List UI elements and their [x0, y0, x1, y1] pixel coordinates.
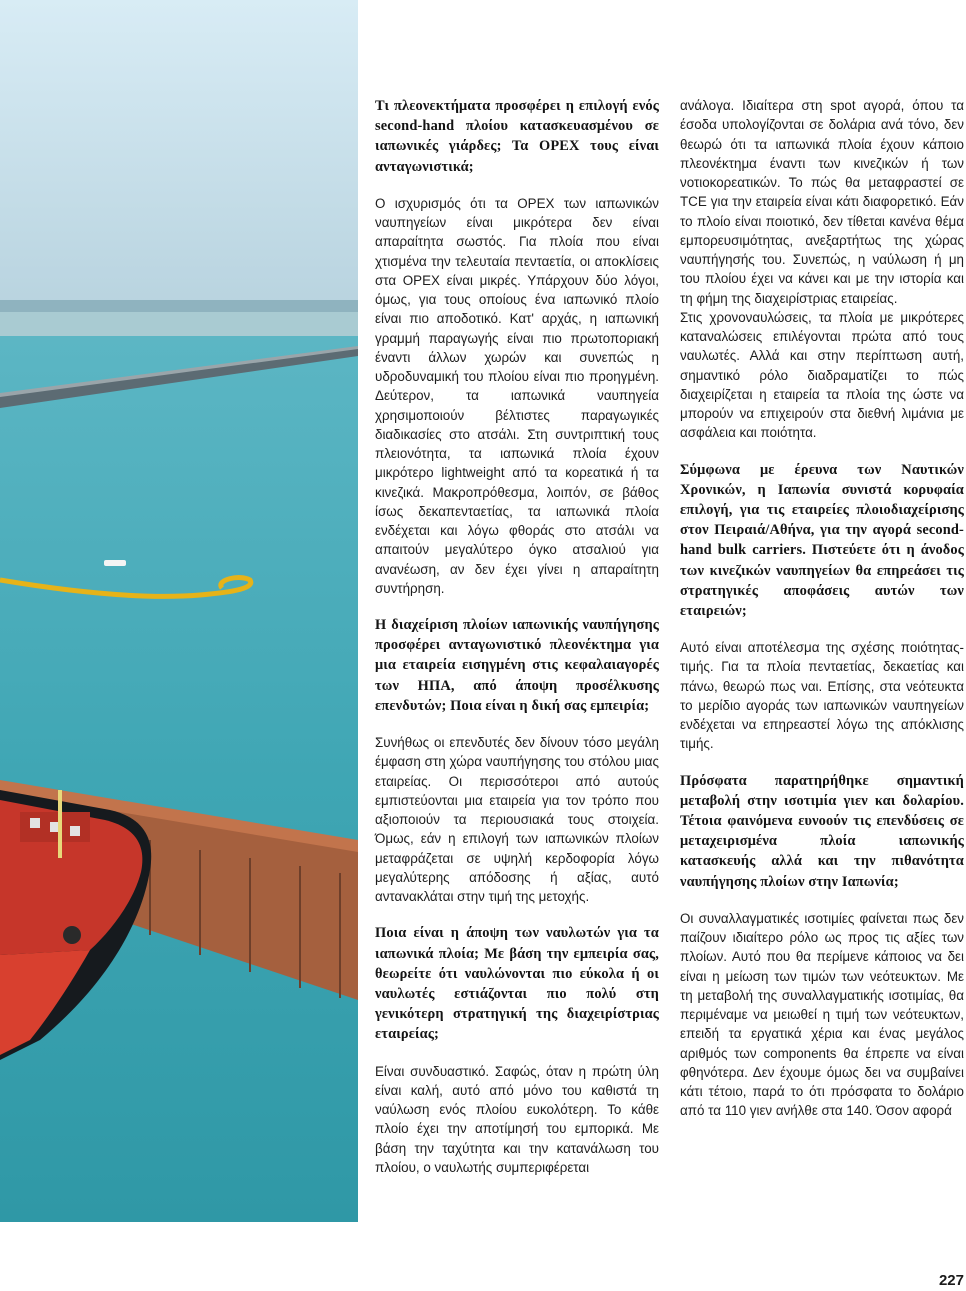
- answer-paragraph: ανάλογα. Ιδιαίτερα στη spot αγορά, όπου τα έσοδα υπολογίζονται σε δολάρια ανά τόνο, δεν θεωρώ ότι τα ιαπωνικά πλοία έχουν κάποιο πλεονέκτημα έναντι των κινεζικών ή των νοτιοκορεατικών. Το πώς θα μεταφραστεί σε TCE για την εταιρεία είναι κάτι διαφορετικό. Εάν το πλοίο είναι ποιοτικό, δεν τίθεται κανένα θέμα εμπορευσιμότητας, ανεξαρτήτως της χώρας ναυπήγησής του. Συνεπώς, η ναύλωση ή μη του πλοίου έχει να κάνει και με την ιστορία και τη φήμη της διαχειρίστριας εταιρείας.: [680, 98, 964, 306]
- answer-paragraph: Είναι συνδυαστικό. Σαφώς, όταν η πρώτη ύλη είναι καλή, αυτό από μόνο του καθιστά τη ναύλωση ενός πλοίου ευκολότερη. Το κάθε πλοίο έχει την αποτίμησή του εμπορικά. Με βάση την ταχύτητα και την κατανάλωση του πλοίου, ο ναυλωτής συμπεριφέρεται: [375, 1063, 659, 1175]
- article-column-right: [680, 96, 964, 1138]
- harbor-aerial-photo: [0, 0, 358, 1222]
- answer-paragraph: Στις χρονοναυλώσεις, τα πλοία με μικρότερες καταναλώσεις επιλέγονται πρώτα από τους ναυλωτές. Αλλά και στην περίπτωση αυτή, σημαντικό ρόλο διαδραματίζει το πώς διαχειρίζεται η εταιρεία τα πλοία της ώστε να μπορούν να επιχειρούν στα διεθνή λιμάνια με ασφάλεια και ποιότητα.: [680, 309, 964, 441]
- article-column-left: [375, 96, 659, 1194]
- answer-paragraph: Ο ισχυρισμός ότι τα OPEX των ιαπωνικών ναυπηγείων είναι μικρότερα δεν είναι απαραίτητα σωστός. Για πλοία που είναι χτισμένα την τελευταία πενταετία, οι αποκλίσεις στα OPEX είναι μικρές. Υπάρχουν δύο λόγοι, όμως, για τους οποίους ένα ιαπωνικό πλοίο είναι πιο αποδοτικό. Κατ' αρχάς, η ιαπωνική γραμμή παραγωγής είναι πιο πρωτοποριακή έναντι άλλων χωρών και συνεπώς η υδροδυναμική του πλοίου είναι πιο προηγμένη. Δεύτερον, τα ιαπωνικά ναυπηγεία χρησιμοποιούν βέλτιστες παραγωγικές διαδικασίες στο ατσάλι. Στη συντριπτική τους πλειονότητα, τα ιαπωνικά πλοία έχουν μικρότερο lightweight από τα κορεατικά ή τα κινεζικά. Μακροπρόθεσμα, λοιπόν, σε βάθος ίσως δεκαπενταετίας, τα ιαπωνικά πλοία ενδέχεται και λόγω φθοράς στο ατσάλι να απαιτούν μεγαλύτερο όγκο ατσαλιού για ανανέωση, αν δεν έχει γίνει η απαραίτητη συντήρηση.: [375, 195, 659, 596]
- interview-question: Ποια είναι η άποψη των ναυλωτών για τα ιαπωνικά πλοία; Με βάση την εμπειρία σας, θεωρείτε ότι ναυλώνονται πιο εύκολα ή οι ναυλωτές εστιάζονται πιο πολύ στη γενικότερη στρατηγική της διαχειρίστριας εταιρείας;: [375, 925, 659, 1043]
- answer-paragraph: Συνήθως οι επενδυτές δεν δίνουν τόσο μεγάλη έμφαση στη χώρα ναυπήγησης του στόλου μιας εταιρείας. Οι περισσότεροι από αυτούς εμπιστεύονται μια εταιρεία για τον τρόπο που αξιοποιούν τα περιουσιακά τους στοιχεία. Όμως, εάν η επιλογή των ιαπωνικών πλοίων μεταφράζεται σε υψηλή κερδοφορία λόγω μεγαλύτερης απόδοσης ή αξίας, αυτό αντανακλάται στην τιμή της μετοχής.: [375, 735, 659, 905]
- interview-answer: [680, 96, 964, 443]
- interview-answer: [375, 194, 659, 598]
- interview-question: Σύμφωνα με έρευνα των Ναυτικών Χρονικών, η Ιαπωνία συνιστά κορυφαία επιλογή, για τις εταιρείες πλοιοδιαχείρισης στον Πειραιά/Αθήνα, για την αγορά second-hand bulk carriers. Πιστεύετε ότι η άνοδος των κινεζικών ναυπηγείων θα επηρεάσει τις στρατηγικές αποφάσεις αυτών των εταιρειών;: [680, 461, 964, 619]
- page-number: 227: [938, 1272, 964, 1289]
- interview-answer: [375, 1062, 659, 1178]
- interview-question: Πρόσφατα παρατηρήθηκε σημαντική μεταβολή στην ισοτιμία γιεν και δολαρίου. Τέτοια φαινόμενα ευνοούν τις επενδύσεις σε μεταχειρισμένα πλοία ιαπωνικής κατασκευής αλλά και την πιθανότητα ναυπήγησης πλοίων στην Ιαπωνία;: [680, 772, 964, 890]
- interview-answer: [680, 909, 964, 1121]
- answer-paragraph: Οι συναλλαγματικές ισοτιμίες φαίνεται πως δεν παίζουν ιδιαίτερο ρόλο ως προς τις αξίες των πλοίων. Αυτό που θα περίμενε κάποιος να δει είναι η μείωση των τιμών των νεότευκτων. Με τη μεταβολή της συναλλαγματικής ισοτιμίας, θα περιμέναμε να μειωθεί η τιμή των νεότευκτων, επειδή τα εργατικά χέρια και ένας μεγάλος αριθμός των components θα έπρεπε να είναι φθηνότερα. Δεν έχουμε όμως δει να συμβαίνει κάτι τέτοιο, παρά το ότι πρόσφατα το δολάριο από τα 110 γιεν ανήλθε στα 140. Όσον αφορά: [680, 910, 964, 1119]
- interview-answer: [680, 638, 964, 754]
- interview-question: Η διαχείριση πλοίων ιαπωνικής ναυπήγησης προσφέρει ανταγωνιστικό πλεονέκτημα για μια εταιρεία εισηγμένη στις κεφαλαιαγορές των ΗΠΑ, από άποψη προσέλκυσης επενδυτών; Ποια είναι η δική σας εμπειρία;: [375, 617, 659, 714]
- answer-paragraph: Αυτό είναι αποτέλεσμα της σχέσης ποιότητας-τιμής. Για τα πλοία πενταετίας, δεκαετίας και πάνω, θεωρώ πως ναι. Επίσης, στα νεότευκτα το μερίδιο αγοράς των ιαπωνικών ναυπηγείων ενδέχεται να επηρεαστεί λόγω της απόκλισης τιμής.: [680, 640, 964, 752]
- harbor-photo-graphic: [0, 0, 358, 1222]
- interview-question: Τι πλεονεκτήματα προσφέρει η επιλογή ενός second-hand πλοίου κατασκευασμένου σε ιαπωνικές γιάρδες; Τα OPEX τους είναι ανταγωνιστικά;: [375, 98, 659, 175]
- interview-answer: [375, 733, 659, 906]
